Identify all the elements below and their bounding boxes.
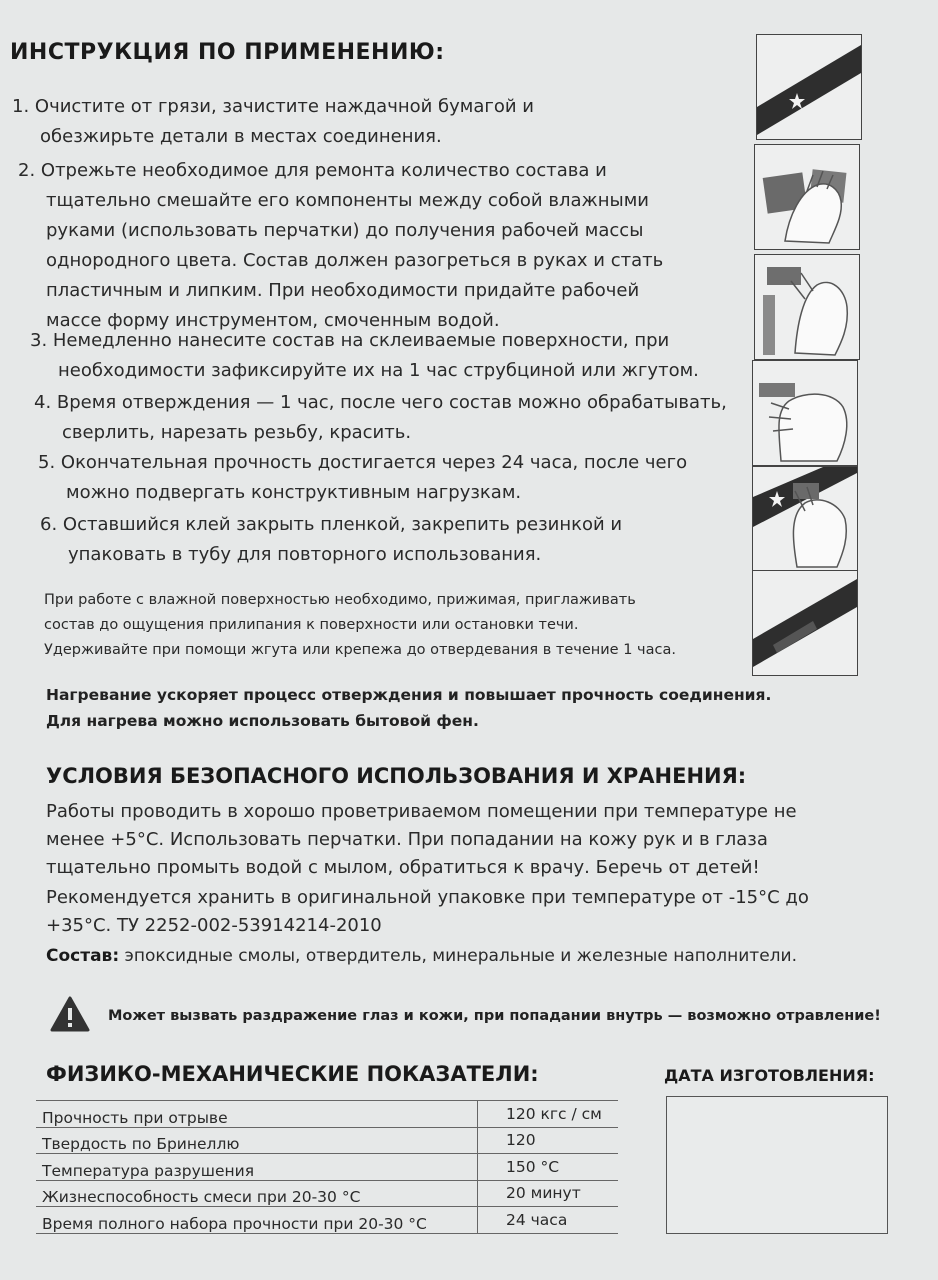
table-cell-name: Время полного набора прочности при 20-30 °С [36, 1207, 478, 1234]
wet-surface-note: При работе с влажной поверхностью необходимо, прижимая, приглаживать состав до ощущения прилипания к поверхности или остановки течи. Удерживайте при помощи жгута или крепежа до отвердевания в течение 1 часа. [44, 592, 676, 658]
table-row [36, 1180, 618, 1207]
warning-triangle-icon [50, 996, 90, 1036]
table-cell-name: Прочность при отрыве [36, 1101, 478, 1128]
step-3: 3. Немедленно нанесите состав на склеиваемые поверхности, при необходимости зафиксируйте их на 1 час струбциной или жгутом. [30, 330, 699, 381]
table-row [36, 1154, 618, 1181]
pipe-crack-icon [756, 34, 862, 140]
manufacture-date-title: ДАТА ИЗГОТОВЛЕНИЯ: [664, 1066, 875, 1085]
table-cell-value: 20 минут [478, 1180, 619, 1207]
table-cell-name: Жизнеспособность смеси при 20-30 °С [36, 1180, 478, 1207]
step-4: 4. Время отверждения — 1 час, после чего состав можно обрабатывать, сверлить, нарезать резьбу, красить. [34, 392, 727, 443]
composition-text: эпоксидные смолы, отвердитель, минеральные и железные наполнители. [119, 946, 797, 966]
table-cell-value: 120 [478, 1127, 619, 1154]
hand-applying-icon [754, 254, 860, 360]
storage-paragraph: Рекомендуется хранить в оригинальной упаковке при температуре от -15°С до +35°С. ТУ 2252-002-53914214-2010 [46, 887, 809, 936]
instructions-title: ИНСТРУКЦИЯ ПО ПРИМЕНЕНИЮ: [10, 40, 445, 65]
table-cell-name: Температура разрушения [36, 1154, 478, 1181]
warning-text: Может вызвать раздражение глаз и кожи, при попадании внутрь — возможно отравление! [108, 1008, 881, 1024]
composition-label: Состав: [46, 946, 120, 966]
step-2: 2. Отрежьте необходимое для ремонта количество состава и тщательно смешайте его компоненты между собой влажными руками (использовать перчатки) до получения рабочей массы однородного цвета. Состав должен разогреться в руках и стать пластичным и липким. При необходимости придайте рабочей массе форму инструментом, смоченным водой. [18, 160, 664, 331]
table-cell-value: 150 °С [478, 1154, 619, 1181]
manufacture-date-box [666, 1096, 888, 1234]
step-6: 6. Оставшийся клей закрыть пленкой, закрепить резинкой и упаковать в тубу для повторного использования. [40, 514, 623, 565]
step-1: 1. Очистите от грязи, зачистите наждачной бумагой и обезжирьте детали в местах соединения. [12, 96, 534, 147]
safety-paragraph: Работы проводить в хорошо проветриваемом помещении при температуре не менее +5°С. Использовать перчатки. При попадании на кожу рук и в глаза тщательно промыть водой с мылом, обратиться к врачу. Беречь от детей! [46, 801, 797, 878]
physical-title: ФИЗИКО-МЕХАНИЧЕСКИЕ ПОКАЗАТЕЛИ: [46, 1062, 539, 1086]
physical-table [36, 1100, 618, 1234]
table-row [36, 1101, 618, 1128]
table-cell-name: Твердость по Бринеллю [36, 1127, 478, 1154]
table-row [36, 1207, 618, 1234]
hand-pressing-icon [752, 360, 858, 466]
repaired-pipe-icon [752, 570, 858, 676]
warning-row [50, 996, 881, 1036]
kneading-hands-icon [754, 144, 860, 250]
table-row [36, 1127, 618, 1154]
step-5: 5. Окончательная прочность достигается через 24 часа, после чего можно подвергать конструктивным нагрузкам. [38, 452, 688, 503]
heating-note: Нагревание ускоряет процесс отверждения и повышает прочность соединения. Для нагрева можно использовать бытовой фен. [46, 686, 772, 730]
table-cell-value: 24 часа [478, 1207, 619, 1234]
composition [46, 946, 797, 966]
table-cell-value: 120 кгс / см [478, 1101, 619, 1128]
hand-smoothing-pipe-icon [752, 466, 858, 572]
safety-title: УСЛОВИЯ БЕЗОПАСНОГО ИСПОЛЬЗОВАНИЯ И ХРАНЕНИЯ: [46, 764, 747, 788]
